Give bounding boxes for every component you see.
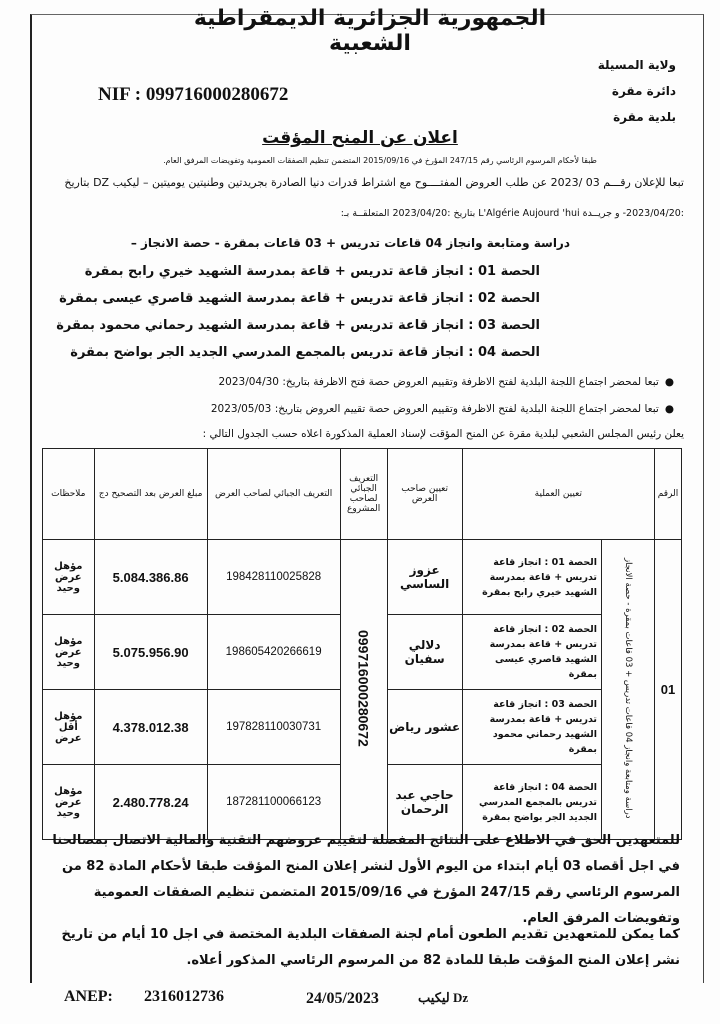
th-nif-bidder: التعريف الجبائي لصاحب العرض — [207, 449, 340, 540]
lot-3: الحصة 03 : انجاز قاعة تدريس + قاعة بمدرسة الشهيد رحماني محمود بمقرة — [56, 318, 540, 333]
table-header-row — [43, 449, 682, 540]
bullet-opening: ● تبعا لمحضر اجتماع اللجنة البلدية لفتح الاظرفة وتقييم العروض حصة فتح الاظرفة بتاريخ: 2023/04/30 — [218, 376, 674, 388]
legal-reference: طبقا لأحكام المرسوم الرئاسي رقم 247/15 المؤرخ في 2015/09/16 المتضمن تنظيم الصفقات العمومية وتفويضات المرفق العام. — [163, 156, 597, 165]
results-table — [42, 448, 682, 840]
bidder-nif-cell: 19842811002582​8 — [207, 540, 340, 615]
lot-cell: الحصة 03 : انجاز قاعة تدريس + قاعة بمدرسة الشهيد رحماني محمود بمقرة — [462, 690, 601, 765]
th-num: الرقم — [655, 449, 682, 540]
intro-line-2: :2023/04/20- و جريــدة L'Algérie Aujourd 'hui بتاريخ :2023/04/20 المتعلقــة بـ: — [340, 208, 684, 219]
wilaya: ولاية المسيلة — [597, 58, 676, 72]
closing-paragraph-1: للمتعهدين الحق في الاطلاع على النتائج المفصلة لتقييم عروضهم التقنية والمالية الاتصال بمصالحنا في اجل أقصاه 03 أيام ابتداء من اليوم الأول لنشر إعلان المنح المؤقت طبقا لأحكام المادة 82 من المرسوم الرئاسي رقم 247/15 المؤرخ في 2015/09/16 المتضمن تنظيم الصفقات العمومية وتفويضات المرفق العام. — [52, 833, 680, 926]
remark-cell: مؤهل عرض وحيد — [43, 765, 95, 840]
remark-cell: مؤهل عرض وحيد — [43, 615, 95, 690]
bidder-nif-cell: 198605420266619 — [207, 615, 340, 690]
lot-cell: الحصة 01 : انجاز قاعة تدريس + قاعة بمدرسة الشهيد خيري رابح بمقرة — [462, 540, 601, 615]
th-bidder: تعيين صاحب العرض — [387, 449, 462, 540]
amount-cell: 4.378.012.38 — [94, 690, 207, 765]
intro-line-1: تبعا للإعلان رقـــم 03 /2023 عن طلب العروض المفتــــوح مع اشتراط قدرات دنيا الصادرة بجريدتين وطنيتين يوميتين – ليكيب DZ بتاريخ — [64, 176, 684, 189]
bidder-cell: عشور رياض — [387, 690, 462, 765]
lot-1: الحصة 01 : انجاز قاعة تدريس + قاعة بمدرسة الشهيد خيري رابح بمقرة — [84, 264, 540, 279]
closing-paragraph-2: كما يمكن للمتعهدين تقديم الطعون أمام لجنة الصفقات البلدية المختصة في اجل 10 أيام من تاريخ نشر إعلان المنح المؤقت طبقا للمادة 82 من المرسوم الرئاسي المذكور أعلاه. — [61, 927, 680, 968]
nif-header: NIF : 09971600028067​2 — [98, 84, 289, 105]
amount-cell: 5.075.956.90 — [94, 615, 207, 690]
bidder-nif-cell: 197828110030731 — [207, 690, 340, 765]
table-row — [43, 540, 682, 615]
anep-number: 2316012736 — [144, 988, 224, 1005]
bullet-evaluation: ● تبعا لمحضر اجتماع اللجنة البلدية لفتح الاظرفة وتقييم العروض حصة تقييم العروض بتاريخ: 2023/05/03 — [211, 403, 674, 415]
publication-date: 24/05/2023 — [306, 990, 379, 1007]
bidder-cell: عزوز الساسي — [387, 540, 462, 615]
anep-label: ANEP: — [64, 988, 113, 1005]
lot-4: الحصة 04 : انجاز قاعة تدريس بالمجمع المدرسي الجديد الجر بواضح بمقرة — [70, 345, 540, 360]
republic-header: الجمهورية الجزائرية الديمقراطية الشعبية — [193, 6, 547, 56]
lot-cell: الحصة 02 : انجاز قاعة تدريس + قاعة بمدرسة الشهيد قاصري عيسى بمقرة — [462, 615, 601, 690]
project-name: دراسة ومتابعة وانجاز 04 قاعات تدريس + 03 قاعات بمقرة - حصة الانجاز — [623, 557, 633, 819]
th-nif-project: التعريف الجبائي لصاحب المشروع — [340, 449, 387, 540]
newspaper-name: Dz ليكيب — [418, 990, 469, 1005]
bidder-cell: دلالي سفيان — [387, 615, 462, 690]
amount-cell: 2.480.778.24 — [94, 765, 207, 840]
amount-cell: 5.084.386.86 — [94, 540, 207, 615]
project-nif: 099716000280672 — [355, 629, 372, 747]
th-operation: تعيين العملية — [462, 449, 654, 540]
lot-2: الحصة 02 : انجاز قاعة تدريس + قاعة بمدرسة الشهيد قاصري عيسى بمقرة — [59, 291, 540, 306]
project-cell — [602, 540, 655, 840]
lot-cell: الحصة 04 : انجاز قاعة تدريس بالمجمع المدرسي الجديد الجر بواضح بمقرة — [462, 765, 601, 840]
page-title: اعلان عن المنح المؤقت — [262, 128, 458, 148]
bidder-cell: حاجي عبد الرحمان — [387, 765, 462, 840]
intro-line-3: دراسة ومتابعة وانجاز 04 قاعات تدريس + 03 قاعات بمقرة - حصة الانجاز – — [130, 236, 570, 250]
bidder-nif-cell: 187281100066123 — [207, 765, 340, 840]
footer — [26, 986, 686, 1014]
remark-cell: مؤهل عرض وحيد — [43, 540, 95, 615]
th-remarks: ملاحظات — [43, 449, 95, 540]
daira: دائرة مقرة — [611, 84, 676, 98]
row-number: 01 — [655, 540, 682, 840]
project-nif-cell — [340, 540, 387, 840]
announce-line: يعلن رئيس المجلس الشعبي لبلدية مقرة عن المنح المؤقت لإسناد العملية المذكورة اعلاه حسب الجدول التالي : — [202, 428, 684, 440]
remark-cell: مؤهل أقل عرض — [43, 690, 95, 765]
th-amount: مبلغ العرض بعد التصحيح دج — [94, 449, 207, 540]
commune: بلدية مقرة — [613, 110, 676, 124]
